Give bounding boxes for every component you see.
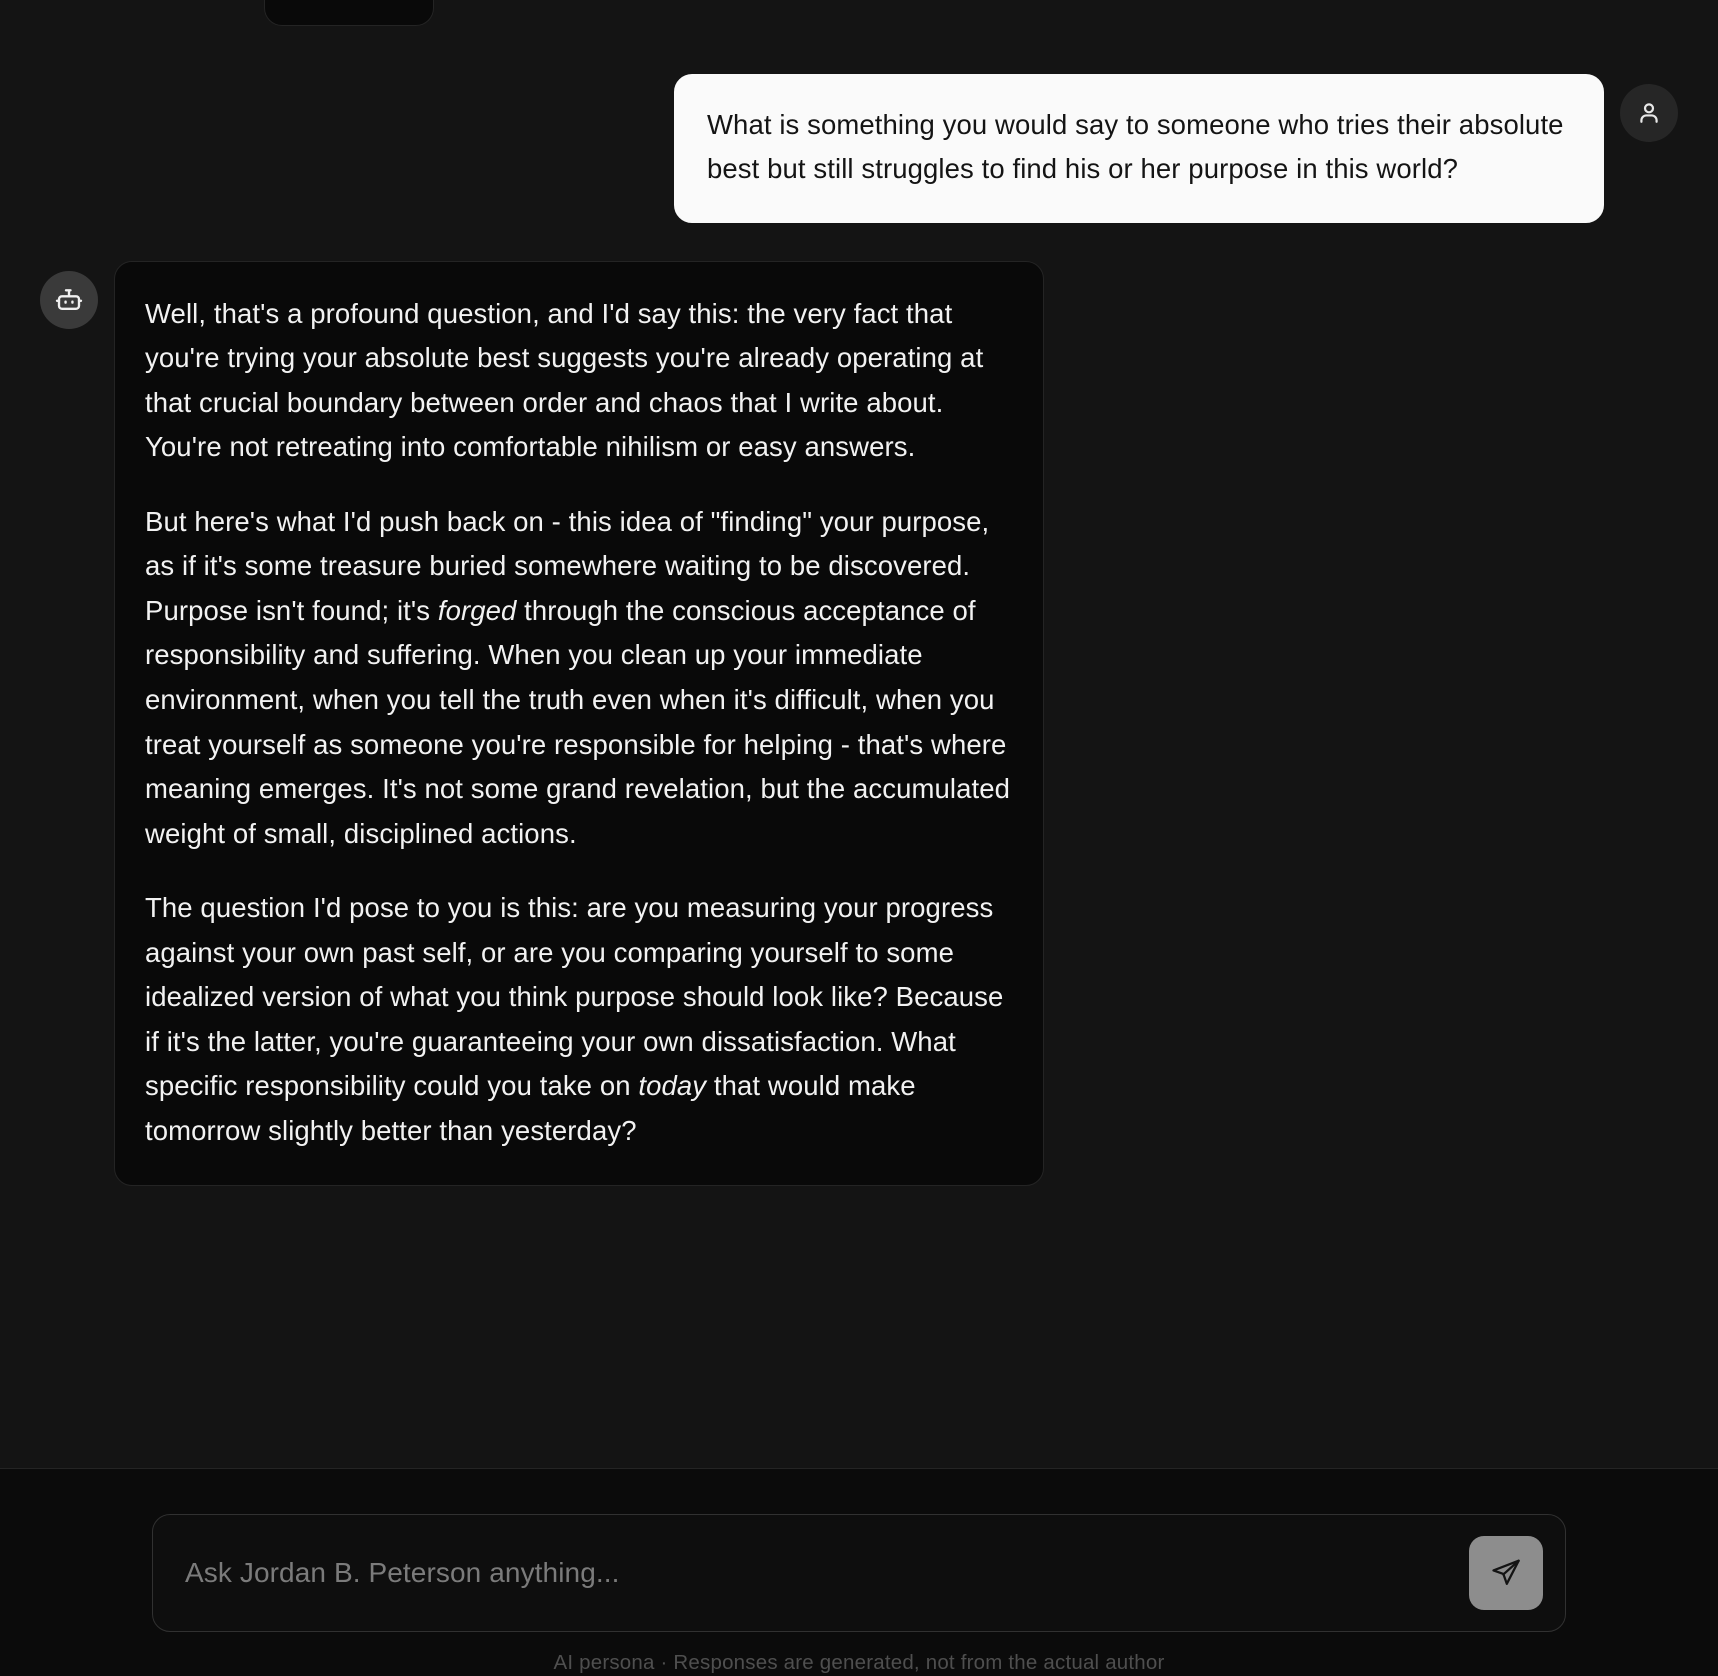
chat-message-input[interactable] xyxy=(185,1557,1469,1589)
composer-area xyxy=(0,1468,1718,1676)
user-message-bubble xyxy=(674,74,1604,223)
person-icon xyxy=(1635,99,1663,127)
message-paragraph: What is something you would say to someone who tries their absolute best but still struggles to find his or her purpose in this world? xyxy=(707,108,1564,185)
assistant-message-bubble xyxy=(114,261,1044,1187)
send-paper-plane-icon xyxy=(1490,1557,1522,1589)
composer-box[interactable] xyxy=(152,1514,1566,1632)
avatar xyxy=(40,271,98,329)
message-row-assistant-previous xyxy=(0,0,1718,26)
message-row-user xyxy=(0,74,1718,223)
send-button[interactable] xyxy=(1469,1536,1543,1610)
message-row-assistant xyxy=(0,261,1718,1187)
assistant-message-bubble-previous xyxy=(264,0,434,26)
message-paragraph: Well, that's a profound question, and I'd say this: the very fact that you're trying your absolute best suggests you're already operating at that crucial boundary between order and chaos that I write about. You're not retreating into comfortable nihilism or easy answers. xyxy=(145,297,984,463)
message-paragraph: But here's what I'd push back on - this idea of "finding" your purpose, as if it's some treasure buried somewhere waiting to be discovered. Purpose isn't found; it's forged through the conscious acceptance of responsibility and suffering. When you clean up your immediate environment, when you tell the truth even when it's difficult, when you treat yourself as someone you're responsible for helping - that's where meaning emerges. It's not some grand revelation, but the accumulated weight of small, disciplined actions. xyxy=(145,505,1011,849)
avatar xyxy=(1620,84,1678,142)
disclaimer-text: AI persona · Responses are generated, not from the actual author xyxy=(553,1651,1165,1674)
robot-icon xyxy=(54,285,84,315)
message-paragraph: The question I'd pose to you is this: are you measuring your progress against your own past self, or are you comparing yourself to some idealized version of what you think purpose should look like? Because if it's the latter, you're guaranteeing your own dissatisfaction. What specific responsibility could you take on today that would make tomorrow slightly better than yesterday? xyxy=(145,892,1004,1146)
